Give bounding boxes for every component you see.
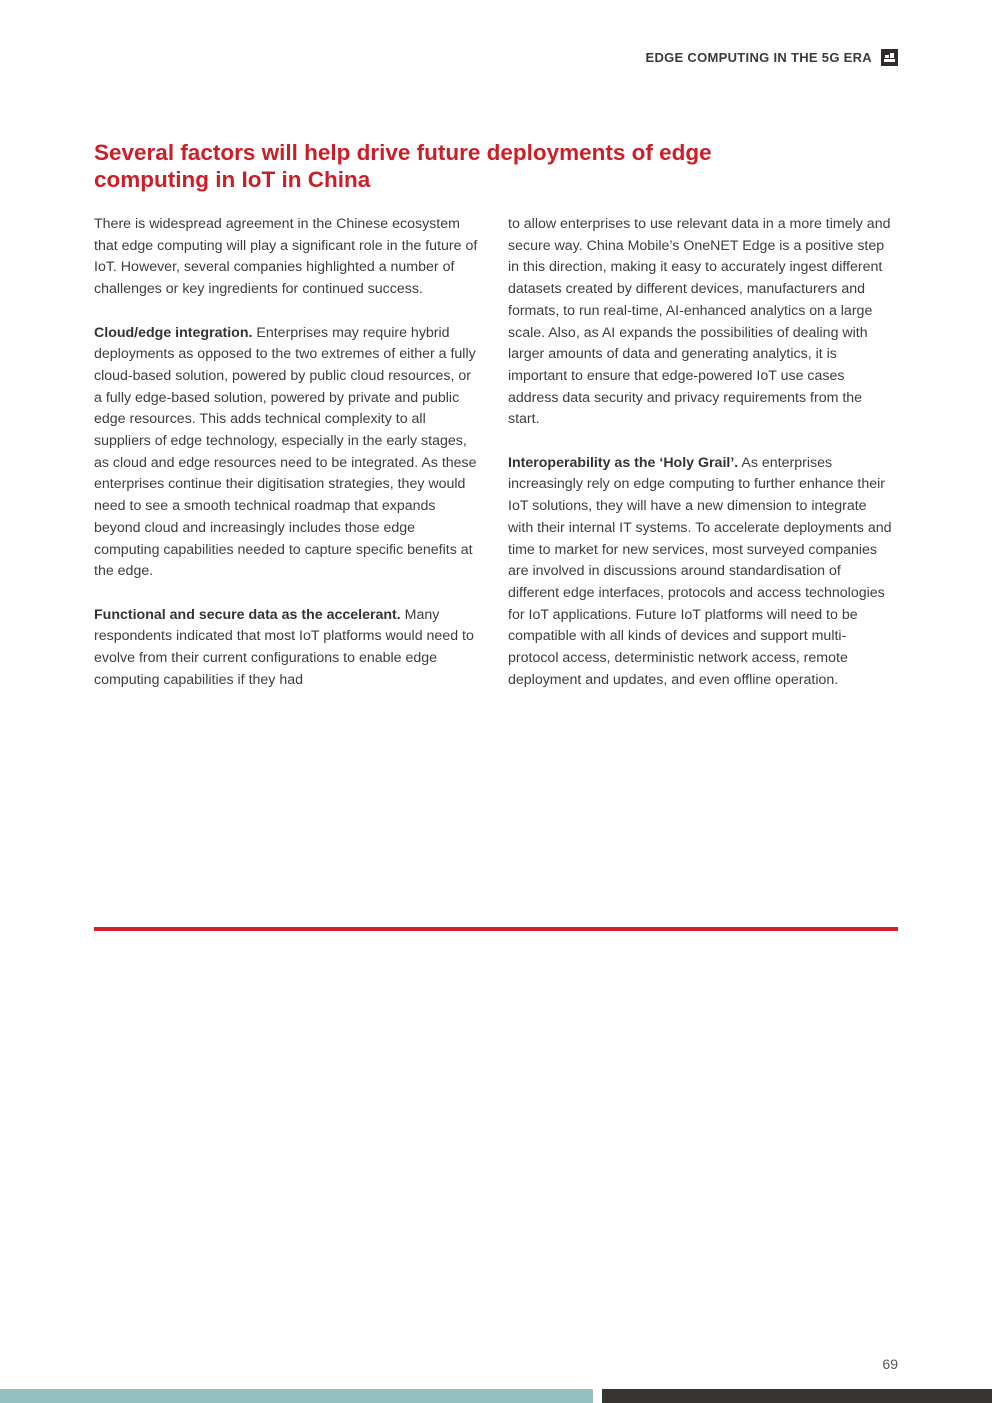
intro-paragraph: There is widespread agreement in the Chinese ecosystem that edge computing will play a significant role in the future of IoT. However, several companies highlighted a number of challenges or key ingredients for continued success. xyxy=(94,216,478,298)
interoperability-body: As enterprises increasingly rely on edge computing to further enhance their IoT solutions, they will have a new dimension to integrate with their internal IT systems. To accelerate deployments and time to market for new services, most surveyed companies are involved in discussions around standardisation of different edge interfaces, protocols and access technologies for IoT applications. Future IoT platforms will need to be compatible with all kinds of devices and support multi-protocol access, deterministic network access, remote deployment and updates, and even offline operation. xyxy=(508,454,892,688)
footer-bar-dark xyxy=(602,1389,992,1403)
footer-bar-teal xyxy=(0,1389,593,1403)
page-title: Several factors will help drive future deployments of edge computing in IoT in China xyxy=(94,140,712,192)
right-column xyxy=(508,214,894,713)
functional-secure-lead: Functional and secure data as the accelerant. xyxy=(94,606,401,623)
interoperability-paragraph xyxy=(508,453,894,692)
running-header xyxy=(645,49,898,66)
cloud-edge-lead: Cloud/edge integration. xyxy=(94,324,253,341)
report-logo-icon xyxy=(881,49,898,66)
functional-secure-paragraph xyxy=(94,605,480,692)
continuation-paragraph: to allow enterprises to use relevant data in a more timely and secure way. China Mobile’s OneNET Edge is a positive step in this direction, making it easy to accurately ingest different datasets created by different devices, manufacturers and formats, to run real-time, AI-enhanced analytics on a large scale. Also, as AI expands the possibilities of dealing with larger amounts of data and generating analytics, it is important to ensure that edge-powered IoT use cases address data security and privacy requirements from the start. xyxy=(508,216,891,428)
functional-secure-body: Many respondents indicated that most IoT platforms would need to evolve from their current configurations to enable edge computing capabilities if they had xyxy=(94,606,474,688)
left-column xyxy=(94,214,480,713)
page-number: 69 xyxy=(882,1356,898,1372)
running-header-title: EDGE COMPUTING IN THE 5G ERA xyxy=(645,50,872,65)
interoperability-lead: Interoperability as the ‘Holy Grail’. xyxy=(508,454,739,471)
cloud-edge-paragraph xyxy=(94,323,480,583)
cloud-edge-body: Enterprises may require hybrid deployments as opposed to the two extremes of either a fully cloud-based solution, powered by public cloud resources, or a fully edge-based solution, powered by private and public edge resources. This adds technical complexity to all suppliers of edge technology, especially in the early stages, as cloud and edge resources need to be integrated. As these enterprises continue their digitisation strategies, they would need to see a smooth technical roadmap that expands beyond cloud and increasingly includes those edge computing capabilities needed to capture specific benefits at the edge. xyxy=(94,324,477,580)
section-divider xyxy=(94,927,898,931)
